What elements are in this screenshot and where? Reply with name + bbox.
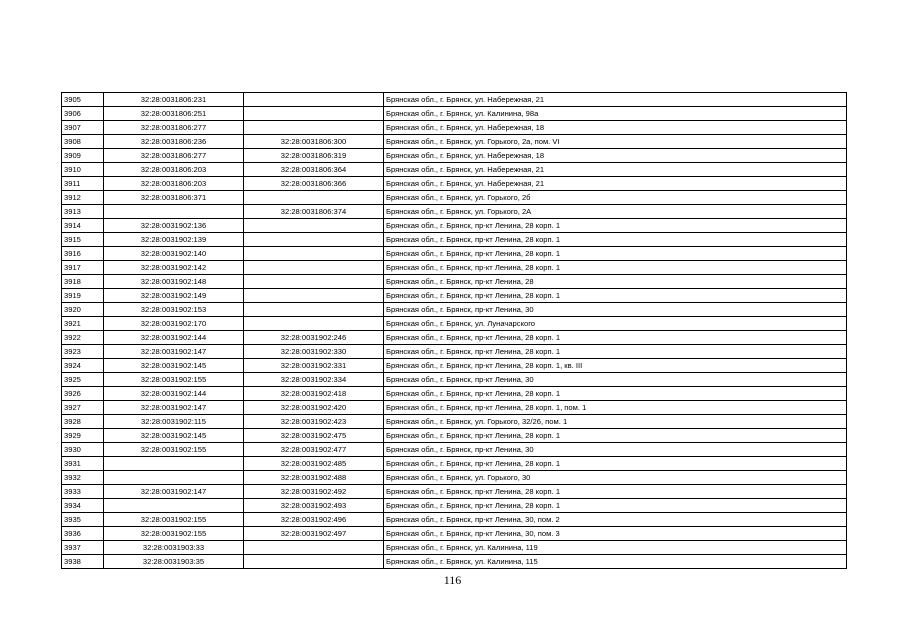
- cadastral-number-cell: 32:28:0031902:170: [104, 317, 244, 331]
- address-cell: Брянская обл., г. Брянск, пр-кт Ленина, 30: [384, 443, 847, 457]
- table-row: [62, 121, 847, 135]
- cadastral-number-cell: 32:28:0031903:35: [104, 555, 244, 569]
- premises-cadastral-number-cell: [244, 541, 384, 555]
- table-row: [62, 247, 847, 261]
- row-number-cell: 3915: [62, 233, 104, 247]
- table-row: [62, 345, 847, 359]
- premises-cadastral-number-cell: [244, 247, 384, 261]
- address-cell: Брянская обл., г. Брянск, пр-кт Ленина, 30, пом. 2: [384, 513, 847, 527]
- register-table: [61, 92, 847, 569]
- premises-cadastral-number-cell: 32:28:0031902:475: [244, 429, 384, 443]
- table-row: [62, 541, 847, 555]
- premises-cadastral-number-cell: [244, 303, 384, 317]
- row-number-cell: 3926: [62, 387, 104, 401]
- row-number-cell: 3937: [62, 541, 104, 555]
- table-row: [62, 359, 847, 373]
- cadastral-number-cell: 32:28:0031902:144: [104, 331, 244, 345]
- table-row: [62, 317, 847, 331]
- row-number-cell: 3919: [62, 289, 104, 303]
- row-number-cell: 3928: [62, 415, 104, 429]
- cadastral-number-cell: 32:28:0031902:140: [104, 247, 244, 261]
- premises-cadastral-number-cell: [244, 233, 384, 247]
- table-row: [62, 499, 847, 513]
- table-row: [62, 443, 847, 457]
- table-row: [62, 107, 847, 121]
- premises-cadastral-number-cell: 32:28:0031902:246: [244, 331, 384, 345]
- table-row: [62, 135, 847, 149]
- address-cell: Брянская обл., г. Брянск, пр-кт Ленина, 28: [384, 275, 847, 289]
- premises-cadastral-number-cell: [244, 107, 384, 121]
- address-cell: Брянская обл., г. Брянск, ул. Набережная, 21: [384, 177, 847, 191]
- address-cell: Брянская обл., г. Брянск, ул. Горького, 2А: [384, 205, 847, 219]
- cadastral-number-cell: [104, 205, 244, 219]
- address-cell: Брянская обл., г. Брянск, пр-кт Ленина, 28 корп. 1: [384, 247, 847, 261]
- row-number-cell: 3907: [62, 121, 104, 135]
- cadastral-number-cell: 32:28:0031902:147: [104, 485, 244, 499]
- table-row: [62, 233, 847, 247]
- premises-cadastral-number-cell: 32:28:0031902:477: [244, 443, 384, 457]
- table-row: [62, 219, 847, 233]
- premises-cadastral-number-cell: [244, 317, 384, 331]
- premises-cadastral-number-cell: [244, 275, 384, 289]
- row-number-cell: 3932: [62, 471, 104, 485]
- premises-cadastral-number-cell: 32:28:0031902:330: [244, 345, 384, 359]
- table-row: [62, 401, 847, 415]
- row-number-cell: 3935: [62, 513, 104, 527]
- table-row: [62, 261, 847, 275]
- table-row: [62, 149, 847, 163]
- row-number-cell: 3910: [62, 163, 104, 177]
- premises-cadastral-number-cell: [244, 555, 384, 569]
- address-cell: Брянская обл., г. Брянск, ул. Набережная, 18: [384, 121, 847, 135]
- premises-cadastral-number-cell: [244, 219, 384, 233]
- row-number-cell: 3923: [62, 345, 104, 359]
- address-cell: Брянская обл., г. Брянск, пр-кт Ленина, 28 корп. 1: [384, 387, 847, 401]
- table-row: [62, 331, 847, 345]
- row-number-cell: 3917: [62, 261, 104, 275]
- row-number-cell: 3922: [62, 331, 104, 345]
- table-row: [62, 485, 847, 499]
- row-number-cell: 3921: [62, 317, 104, 331]
- cadastral-number-cell: [104, 499, 244, 513]
- address-cell: Брянская обл., г. Брянск, пр-кт Ленина, 30, пом. 3: [384, 527, 847, 541]
- address-cell: Брянская обл., г. Брянск, пр-кт Ленина, 28 корп. 1: [384, 219, 847, 233]
- premises-cadastral-number-cell: [244, 93, 384, 107]
- row-number-cell: 3906: [62, 107, 104, 121]
- cadastral-number-cell: 32:28:0031902:115: [104, 415, 244, 429]
- cadastral-number-cell: 32:28:0031806:203: [104, 163, 244, 177]
- premises-cadastral-number-cell: [244, 289, 384, 303]
- table-row: [62, 289, 847, 303]
- table-row: [62, 191, 847, 205]
- cadastral-number-cell: 32:28:0031902:153: [104, 303, 244, 317]
- register-table-body: [62, 93, 847, 569]
- row-number-cell: 3929: [62, 429, 104, 443]
- row-number-cell: 3927: [62, 401, 104, 415]
- cadastral-number-cell: 32:28:0031902:147: [104, 345, 244, 359]
- cadastral-number-cell: 32:28:0031902:136: [104, 219, 244, 233]
- row-number-cell: 3913: [62, 205, 104, 219]
- premises-cadastral-number-cell: 32:28:0031806:374: [244, 205, 384, 219]
- row-number-cell: 3938: [62, 555, 104, 569]
- cadastral-number-cell: 32:28:0031902:147: [104, 401, 244, 415]
- premises-cadastral-number-cell: 32:28:0031806:300: [244, 135, 384, 149]
- address-cell: Брянская обл., г. Брянск, ул. Набережная, 21: [384, 93, 847, 107]
- table-row: [62, 177, 847, 191]
- cadastral-number-cell: 32:28:0031902:148: [104, 275, 244, 289]
- row-number-cell: 3914: [62, 219, 104, 233]
- premises-cadastral-number-cell: 32:28:0031902:496: [244, 513, 384, 527]
- row-number-cell: 3905: [62, 93, 104, 107]
- premises-cadastral-number-cell: 32:28:0031902:420: [244, 401, 384, 415]
- row-number-cell: 3931: [62, 457, 104, 471]
- cadastral-number-cell: 32:28:0031806:277: [104, 121, 244, 135]
- table-row: [62, 555, 847, 569]
- row-number-cell: 3909: [62, 149, 104, 163]
- premises-cadastral-number-cell: 32:28:0031902:423: [244, 415, 384, 429]
- address-cell: Брянская обл., г. Брянск, пр-кт Ленина, 28 корп. 1: [384, 233, 847, 247]
- cadastral-number-cell: 32:28:0031902:155: [104, 527, 244, 541]
- premises-cadastral-number-cell: 32:28:0031902:492: [244, 485, 384, 499]
- cadastral-number-cell: 32:28:0031902:145: [104, 359, 244, 373]
- row-number-cell: 3918: [62, 275, 104, 289]
- row-number-cell: 3912: [62, 191, 104, 205]
- premises-cadastral-number-cell: 32:28:0031902:493: [244, 499, 384, 513]
- row-number-cell: 3920: [62, 303, 104, 317]
- row-number-cell: 3916: [62, 247, 104, 261]
- table-row: [62, 93, 847, 107]
- cadastral-number-cell: 32:28:0031902:145: [104, 429, 244, 443]
- table-row: [62, 163, 847, 177]
- table-row: [62, 527, 847, 541]
- premises-cadastral-number-cell: 32:28:0031902:334: [244, 373, 384, 387]
- cadastral-number-cell: 32:28:0031806:371: [104, 191, 244, 205]
- address-cell: Брянская обл., г. Брянск, ул. Калинина, 115: [384, 555, 847, 569]
- row-number-cell: 3924: [62, 359, 104, 373]
- table-row: [62, 513, 847, 527]
- address-cell: Брянская обл., г. Брянск, ул. Горького, 30: [384, 471, 847, 485]
- address-cell: Брянская обл., г. Брянск, пр-кт Ленина, 28 корп. 1, пом. 1: [384, 401, 847, 415]
- row-number-cell: 3925: [62, 373, 104, 387]
- address-cell: Брянская обл., г. Брянск, ул. Горького, 2б: [384, 191, 847, 205]
- premises-cadastral-number-cell: 32:28:0031902:331: [244, 359, 384, 373]
- row-number-cell: 3930: [62, 443, 104, 457]
- address-cell: Брянская обл., г. Брянск, пр-кт Ленина, 28 корп. 1: [384, 499, 847, 513]
- table-row: [62, 275, 847, 289]
- page-number: 116: [443, 573, 462, 587]
- premises-cadastral-number-cell: 32:28:0031902:497: [244, 527, 384, 541]
- cadastral-number-cell: 32:28:0031902:149: [104, 289, 244, 303]
- row-number-cell: 3933: [62, 485, 104, 499]
- address-cell: Брянская обл., г. Брянск, пр-кт Ленина, 28 корп. 1, кв. III: [384, 359, 847, 373]
- cadastral-number-cell: 32:28:0031902:142: [104, 261, 244, 275]
- table-row: [62, 205, 847, 219]
- address-cell: Брянская обл., г. Брянск, ул. Набережная, 21: [384, 163, 847, 177]
- table-row: [62, 387, 847, 401]
- cadastral-number-cell: 32:28:0031806:277: [104, 149, 244, 163]
- row-number-cell: 3911: [62, 177, 104, 191]
- cadastral-number-cell: 32:28:0031806:231: [104, 93, 244, 107]
- premises-cadastral-number-cell: 32:28:0031902:418: [244, 387, 384, 401]
- table-row: [62, 471, 847, 485]
- address-cell: Брянская обл., г. Брянск, ул. Набережная, 18: [384, 149, 847, 163]
- cadastral-number-cell: 32:28:0031902:144: [104, 387, 244, 401]
- address-cell: Брянская обл., г. Брянск, пр-кт Ленина, 28 корп. 1: [384, 331, 847, 345]
- address-cell: Брянская обл., г. Брянск, пр-кт Ленина, 28 корп. 1: [384, 485, 847, 499]
- cadastral-number-cell: 32:28:0031903:33: [104, 541, 244, 555]
- address-cell: Брянская обл., г. Брянск, пр-кт Ленина, 28 корп. 1: [384, 345, 847, 359]
- address-cell: Брянская обл., г. Брянск, ул. Калинина, 119: [384, 541, 847, 555]
- premises-cadastral-number-cell: 32:28:0031806:364: [244, 163, 384, 177]
- address-cell: Брянская обл., г. Брянск, ул. Луначарского: [384, 317, 847, 331]
- cadastral-number-cell: [104, 457, 244, 471]
- cadastral-number-cell: 32:28:0031902:155: [104, 373, 244, 387]
- table-row: [62, 415, 847, 429]
- row-number-cell: 3934: [62, 499, 104, 513]
- cadastral-number-cell: 32:28:0031806:236: [104, 135, 244, 149]
- premises-cadastral-number-cell: 32:28:0031806:366: [244, 177, 384, 191]
- cadastral-number-cell: 32:28:0031806:251: [104, 107, 244, 121]
- cadastral-number-cell: [104, 471, 244, 485]
- address-cell: Брянская обл., г. Брянск, пр-кт Ленина, 30: [384, 373, 847, 387]
- premises-cadastral-number-cell: 32:28:0031902:485: [244, 457, 384, 471]
- premises-cadastral-number-cell: 32:28:0031806:319: [244, 149, 384, 163]
- address-cell: Брянская обл., г. Брянск, пр-кт Ленина, 28 корп. 1: [384, 261, 847, 275]
- cadastral-number-cell: 32:28:0031902:139: [104, 233, 244, 247]
- table-row: [62, 373, 847, 387]
- address-cell: Брянская обл., г. Брянск, пр-кт Ленина, 28 корп. 1: [384, 457, 847, 471]
- row-number-cell: 3936: [62, 527, 104, 541]
- cadastral-number-cell: 32:28:0031806:203: [104, 177, 244, 191]
- cadastral-number-cell: 32:28:0031902:155: [104, 513, 244, 527]
- row-number-cell: 3908: [62, 135, 104, 149]
- premises-cadastral-number-cell: 32:28:0031902:488: [244, 471, 384, 485]
- address-cell: Брянская обл., г. Брянск, пр-кт Ленина, 28 корп. 1: [384, 289, 847, 303]
- address-cell: Брянская обл., г. Брянск, ул. Калинина, 98а: [384, 107, 847, 121]
- table-row: [62, 457, 847, 471]
- premises-cadastral-number-cell: [244, 191, 384, 205]
- address-cell: Брянская обл., г. Брянск, пр-кт Ленина, 28 корп. 1: [384, 429, 847, 443]
- address-cell: Брянская обл., г. Брянск, ул. Горького, 2а, пом. VI: [384, 135, 847, 149]
- table-row: [62, 303, 847, 317]
- premises-cadastral-number-cell: [244, 121, 384, 135]
- table-row: [62, 429, 847, 443]
- cadastral-number-cell: 32:28:0031902:155: [104, 443, 244, 457]
- address-cell: Брянская обл., г. Брянск, ул. Горького, 32/26, пом. 1: [384, 415, 847, 429]
- address-cell: Брянская обл., г. Брянск, пр-кт Ленина, 30: [384, 303, 847, 317]
- premises-cadastral-number-cell: [244, 261, 384, 275]
